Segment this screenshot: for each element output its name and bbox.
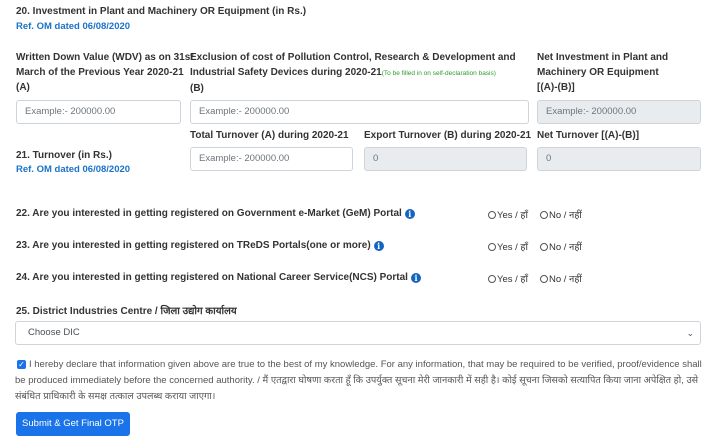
radio-icon[interactable]: [540, 211, 548, 219]
declaration-checkbox[interactable]: ✓: [18, 360, 25, 369]
wdv-label: Written Down Value (WDV) as on 31st March of the Previous Year 2020-21 (A): [16, 52, 194, 93]
radio-icon[interactable]: [488, 275, 496, 283]
net-turnover-input: 0: [537, 147, 701, 171]
radio-icon[interactable]: [488, 243, 496, 251]
section-20-ref-link[interactable]: Ref. OM dated 06/08/2020: [16, 21, 131, 32]
radio-icon[interactable]: [540, 243, 548, 251]
submit-otp-button[interactable]: Submit & Get Final OTP: [16, 412, 130, 436]
treds-yes-option[interactable]: Yes / हाँ: [488, 240, 528, 253]
info-icon[interactable]: i: [374, 241, 384, 251]
exclusion-label: Exclusion of cost of Pollution Control, Research & Development and Industrial Safety Devices during 2020-21(To be filled in on self-declaration basis) (B): [190, 52, 516, 94]
total-turnover-label: Total Turnover (A) during 2020-21: [190, 130, 349, 141]
ncs-yes-option[interactable]: Yes / हाँ: [488, 272, 528, 285]
info-icon[interactable]: i: [405, 209, 415, 219]
radio-icon[interactable]: [540, 275, 548, 283]
question-ncs: 24. Are you interested in getting registered on National Career Service(NCS) Portal i: [16, 272, 421, 283]
ncs-no-option[interactable]: No / नहीं: [540, 272, 582, 285]
chevron-down-icon: ⌄: [686, 328, 694, 338]
net-turnover-label: Net Turnover [(A)-(B)]: [537, 130, 640, 141]
section-25-title: 25. District Industries Centre / जिला उद्योग कार्यालय: [16, 306, 237, 317]
net-investment-label: Net Investment in Plant and Machinery OR Equipment [(A)-(B)]: [537, 52, 669, 93]
gem-yes-option[interactable]: Yes / हाँ: [488, 208, 528, 221]
export-turnover-label: Export Turnover (B) during 2020-21: [364, 130, 532, 141]
net-investment-input: Example:- 200000.00: [537, 100, 701, 124]
declaration-text: I hereby declare that information given above are true to the best of my knowledge. For any information, that may be required to be verified, proof/evidence shall be produced immediately before the concerned authority. / मैं एतद्वारा घोषणा करता हूँ कि उपर्युक्त सूचना मेरी जानकारी में सही है। कोई सूचना जिसको सत्यापित किया जाना अपेक्षित हो, उसे संबंधित प्राधिकारी के समक्ष तत्काल उपलब्ध कराया जाएगा।: [15, 359, 702, 402]
question-treds: 23. Are you interested in getting registered on TReDS Portals(one or more) i: [16, 240, 384, 251]
section-21-title: 21. Turnover (in Rs.): [16, 150, 112, 161]
dic-select[interactable]: Choose DIC ⌄: [15, 321, 701, 345]
wdv-input[interactable]: Example:- 200000.00: [16, 100, 181, 124]
gem-no-option[interactable]: No / नहीं: [540, 208, 582, 221]
exclusion-input[interactable]: Example:- 200000.00: [190, 100, 529, 124]
info-icon[interactable]: i: [411, 273, 421, 283]
section-21-ref-link[interactable]: Ref. OM dated 06/08/2020: [16, 164, 131, 175]
section-20-title: 20. Investment in Plant and Machinery OR Equipment (in Rs.): [16, 6, 307, 17]
export-turnover-input: 0: [364, 147, 527, 171]
radio-icon[interactable]: [488, 211, 496, 219]
total-turnover-input[interactable]: Example:- 200000.00: [190, 147, 353, 171]
treds-no-option[interactable]: No / नहीं: [540, 240, 582, 253]
self-declaration-note: (To be filled in on self-declaration basis): [381, 70, 496, 77]
question-gem: 22. Are you interested in getting registered on Government e-Market (GeM) Portal i: [16, 208, 415, 219]
